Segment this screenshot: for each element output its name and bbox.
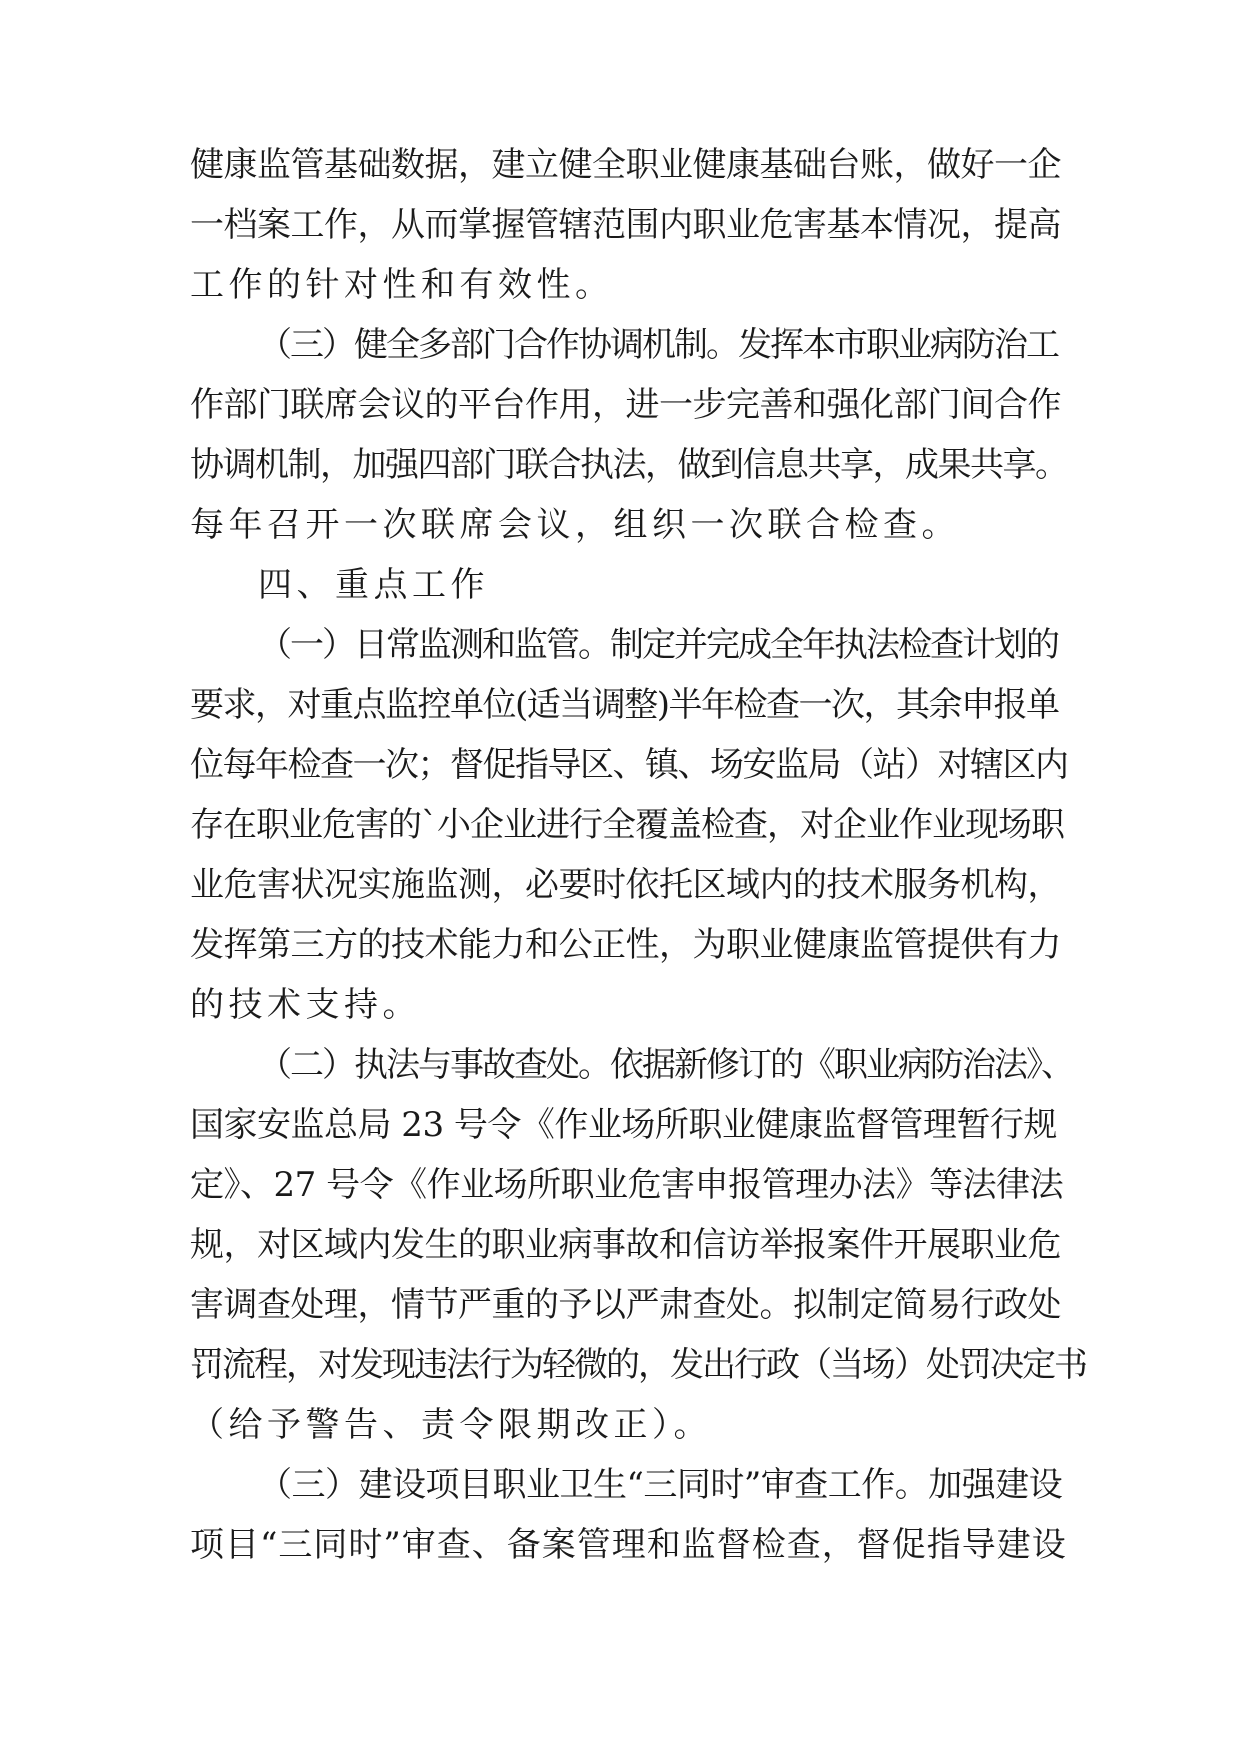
section-heading: 四、重点工作 bbox=[258, 565, 489, 605]
text-line: 存在职业危害的`小企业进行全覆盖检查，对企业作业现场职 bbox=[190, 805, 1064, 845]
text-line: 每年召开一次联席会议，组织一次联合检查。 bbox=[190, 505, 960, 545]
text-line: 作部门联席会议的平台作用，进一步完善和强化部门间合作 bbox=[190, 385, 1061, 425]
text-line: 发挥第三方的技术能力和公正性，为职业健康监管提供有力 bbox=[190, 925, 1061, 965]
paragraph-start-line: （三）建设项目职业卫生“三同时”审查工作。加强建设 bbox=[258, 1465, 1063, 1505]
text-line: 定》、27 号令《作业场所职业危害申报管理办法》等法律法 bbox=[190, 1165, 1064, 1205]
text-line: 罚流程，对发现违法行为轻微的，发出行政（当场）处罚决定书 bbox=[190, 1345, 1086, 1385]
text-line: 业危害状况实施监测，必要时依托区域内的技术服务机构， bbox=[190, 865, 1061, 905]
text-line: 规，对区域内发生的职业病事故和信访举报案件开展职业危 bbox=[190, 1225, 1061, 1265]
text-line: 国家安监总局 23 号令《作业场所职业健康监督管理暂行规 bbox=[190, 1105, 1057, 1145]
paragraph-start-line: （一）日常监测和监管。制定并完成全年执法检查计划的 bbox=[258, 625, 1058, 665]
text-line: 一档案工作，从而掌握管辖范围内职业危害基本情况，提高 bbox=[190, 205, 1061, 245]
text-line: 要求，对重点监控单位(适当调整)半年检查一次，其余申报单 bbox=[190, 685, 1059, 725]
text-line: 害调查处理，情节严重的予以严肃查处。拟制定简易行政处 bbox=[190, 1285, 1061, 1325]
text-line: 健康监管基础数据，建立健全职业健康基础台账，做好一企 bbox=[190, 145, 1061, 185]
paragraph-start-line: （三）健全多部门合作协调机制。发挥本市职业病防治工 bbox=[258, 325, 1058, 365]
text-line: （给予警告、责令限期改正）。 bbox=[190, 1405, 712, 1445]
text-line: 位每年检查一次；督促指导区、镇、场安监局（站）对辖区内 bbox=[190, 745, 1068, 785]
text-line: 项目“三同时”审查、备案管理和监督检查，督促指导建设 bbox=[190, 1525, 1067, 1565]
paragraph-start-line: （二）执法与事故查处。依据新修订的《职业病防治法》、 bbox=[258, 1045, 1073, 1085]
text-line: 工作的针对性和有效性。 bbox=[190, 265, 614, 305]
text-line: 协调机制，加强四部门联合执法，做到信息共享，成果共享。 bbox=[190, 445, 1068, 485]
text-line: 的技术支持。 bbox=[190, 985, 421, 1025]
